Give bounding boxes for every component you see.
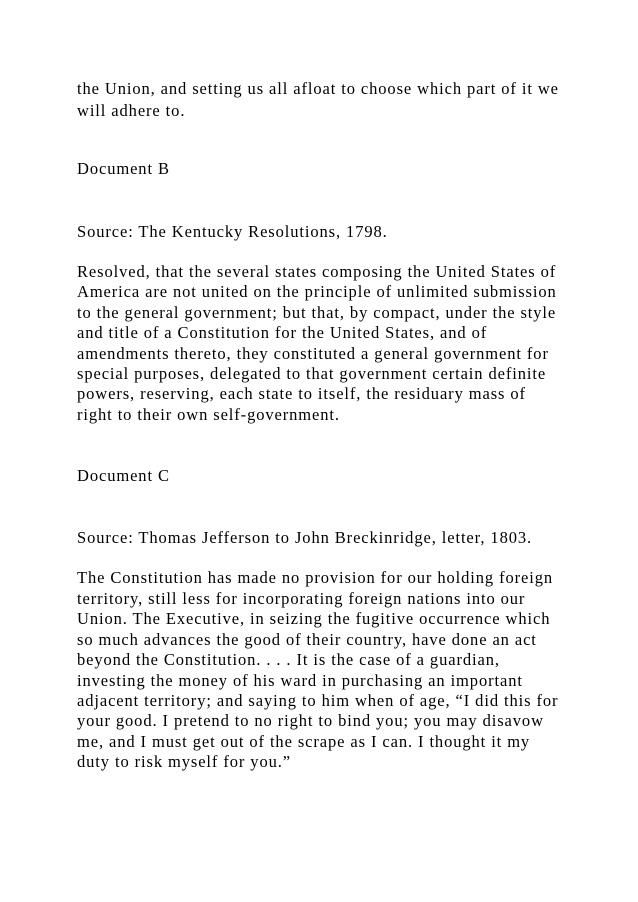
text-line: duty to risk myself for you.” xyxy=(77,752,291,771)
text-line: beyond the Constitution. . . . It is the case of a guardian, xyxy=(77,650,500,669)
text-line: adjacent territory; and saying to him when of age, “I did this for xyxy=(77,691,559,710)
text-line: amendments thereto, they constituted a general government for xyxy=(77,344,549,363)
text-line: investing the money of his ward in purchasing an important xyxy=(77,671,523,690)
text-line: territory, still less for incorporating foreign nations into our xyxy=(77,589,526,608)
text-line: right to their own self-government. xyxy=(77,405,340,424)
text-line: Resolved, that the several states composing the United States of xyxy=(77,262,557,281)
source-line: Source: Thomas Jefferson to John Breckinridge, letter, 1803. xyxy=(77,528,533,547)
text-line: The Constitution has made no provision for our holding foreign xyxy=(77,568,554,587)
text-line: to the general government; but that, by compact, under the style xyxy=(77,303,557,322)
section-heading: Document B xyxy=(77,159,170,178)
text-line: the Union, and setting us all afloat to choose which part of it we xyxy=(77,79,559,98)
text-line: your good. I pretend to no right to bind you; you may disavow xyxy=(77,711,544,730)
text-line: and title of a Constitution for the United States, and of xyxy=(77,323,488,342)
text-line: powers, reserving, each state to itself, the residuary mass of xyxy=(77,384,526,403)
text-line: America are not united on the principle of unlimited submission xyxy=(77,282,557,301)
text-line: special purposes, delegated to that government certain definite xyxy=(77,364,547,383)
text-line: Union. The Executive, in seizing the fugitive occurrence which xyxy=(77,609,551,628)
text-line: will adhere to. xyxy=(77,101,186,120)
text-line: so much advances the good of their country, have done an act xyxy=(77,630,537,649)
text-line: me, and I must get out of the scrape as I can. I thought it my xyxy=(77,732,531,751)
source-line: Source: The Kentucky Resolutions, 1798. xyxy=(77,222,388,241)
section-heading: Document C xyxy=(77,466,170,485)
